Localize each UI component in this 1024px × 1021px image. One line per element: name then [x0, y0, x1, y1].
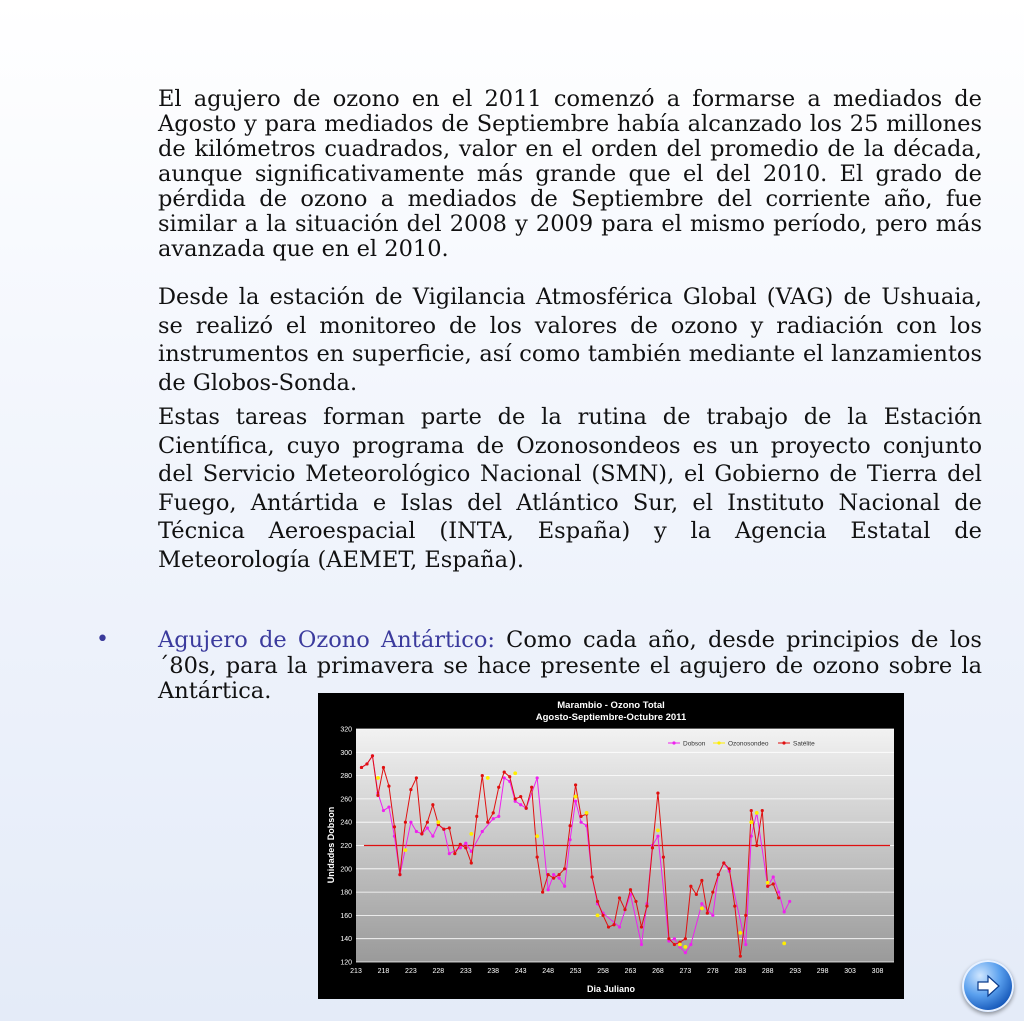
data-point-satelite: [360, 766, 363, 769]
data-point-satelite: [365, 762, 368, 765]
x-tick-label: 213: [350, 968, 362, 975]
data-point-dobson: [777, 891, 780, 894]
data-point-satelite: [695, 893, 698, 896]
x-tick-label: 263: [624, 968, 637, 975]
data-point-satelite: [376, 794, 379, 797]
x-tick-label: 243: [514, 968, 527, 975]
data-point-satelite: [711, 891, 714, 894]
data-point-ozonosondeo: [749, 820, 753, 824]
data-point-ozonosondeo: [469, 832, 473, 836]
data-point-ozonosondeo: [513, 771, 517, 775]
data-point-ozonosondeo: [755, 811, 759, 815]
data-point-ozonosondeo: [574, 795, 578, 799]
data-point-satelite: [442, 828, 445, 831]
data-point-satelite: [651, 846, 654, 849]
data-point-satelite: [459, 843, 462, 846]
data-point-satelite: [503, 771, 506, 774]
data-point-satelite: [514, 797, 517, 800]
x-tick-label: 253: [569, 968, 582, 975]
data-point-satelite: [563, 867, 566, 870]
legend-label: Satélite: [793, 740, 815, 748]
data-point-satelite: [755, 844, 758, 847]
chart-title: Marambio - Ozono Total: [557, 700, 665, 711]
data-point-satelite: [640, 925, 643, 928]
data-point-ozonosondeo: [436, 820, 440, 824]
data-point-satelite: [448, 826, 451, 829]
data-point-satelite: [744, 914, 747, 917]
data-point-satelite: [431, 803, 434, 806]
data-point-satelite: [607, 925, 610, 928]
data-point-satelite: [508, 775, 511, 778]
data-point-ozonosondeo: [782, 941, 786, 945]
data-point-dobson: [519, 803, 522, 806]
x-tick-label: 298: [816, 968, 829, 975]
data-point-satelite: [481, 774, 484, 777]
data-point-satelite: [601, 914, 604, 917]
data-point-dobson: [574, 800, 577, 803]
data-point-dobson: [700, 902, 703, 905]
data-point-satelite: [700, 879, 703, 882]
data-point-dobson: [783, 910, 786, 913]
data-point-dobson: [426, 826, 429, 829]
x-tick-label: 308: [871, 968, 884, 975]
y-tick-label: 180: [340, 889, 352, 897]
data-point-dobson: [563, 885, 566, 888]
data-point-satelite: [689, 885, 692, 888]
y-tick-label: 140: [340, 936, 352, 944]
data-point-dobson: [673, 937, 676, 940]
data-point-dobson: [415, 830, 418, 833]
y-tick-label: 160: [340, 912, 352, 920]
data-point-dobson: [618, 925, 621, 928]
data-point-dobson: [497, 815, 500, 818]
y-tick-label: 320: [340, 726, 352, 734]
data-point-satelite: [530, 786, 533, 789]
x-tick-label: 238: [487, 968, 500, 975]
arrow-right-icon: [973, 971, 1003, 1001]
bullet-body: Como cada año, desde principios de los ´80s, para la primavera se hace presente el agujero de ozono sobre la Antártica.: [158, 627, 982, 704]
paragraph-vag-ushuaia: Desde la estación de Vigilancia Atmosférica Global (VAG) de Ushuaia, se realizó el monitoreo de los valores de ozono y radiación con los instrumentos en superficie, así como también mediante el lanzamientos de Globos-Sonda.: [158, 284, 982, 396]
legend-marker: [717, 741, 720, 744]
data-point-satelite: [552, 877, 555, 880]
data-point-ozonosondeo: [738, 931, 742, 935]
y-tick-label: 240: [340, 819, 352, 827]
x-tick-label: 288: [761, 968, 774, 975]
data-point-dobson: [788, 900, 791, 903]
data-point-satelite: [409, 788, 412, 791]
chart-subtitle: Agosto-Septiembre-Octubre 2011: [535, 712, 687, 723]
data-point-satelite: [382, 766, 385, 769]
data-point-ozonosondeo: [766, 881, 770, 885]
data-point-satelite: [579, 815, 582, 818]
y-tick-label: 220: [340, 843, 352, 850]
data-point-satelite: [486, 821, 489, 824]
data-point-satelite: [673, 943, 676, 946]
next-slide-button[interactable]: [962, 960, 1014, 1012]
legend-marker: [782, 741, 785, 744]
data-point-satelite: [558, 873, 561, 876]
x-tick-label: 268: [652, 968, 664, 975]
x-tick-label: 218: [377, 968, 390, 975]
data-point-satelite: [519, 795, 522, 798]
legend-marker: [672, 741, 675, 744]
data-point-satelite: [728, 867, 731, 870]
legend-label: Dobson: [683, 740, 706, 748]
data-point-ozonosondeo: [376, 776, 380, 780]
data-point-satelite: [470, 861, 473, 864]
data-point-dobson: [744, 943, 747, 946]
data-point-dobson: [464, 842, 467, 845]
legend-label: Ozonosondeo: [728, 740, 769, 748]
x-tick-label: 283: [734, 968, 747, 975]
y-tick-label: 120: [340, 959, 352, 967]
data-point-satelite: [772, 882, 775, 885]
data-point-dobson: [579, 821, 582, 824]
data-point-satelite: [525, 807, 528, 810]
data-point-satelite: [426, 821, 429, 824]
data-point-ozonosondeo: [596, 914, 600, 918]
data-point-satelite: [404, 821, 407, 824]
data-point-satelite: [717, 873, 720, 876]
y-tick-label: 200: [340, 866, 352, 874]
data-point-dobson: [656, 835, 659, 838]
data-point-satelite: [569, 824, 572, 827]
x-tick-label: 273: [679, 968, 692, 975]
x-tick-label: 293: [789, 968, 802, 975]
data-point-satelite: [645, 904, 648, 907]
data-point-satelite: [739, 955, 742, 958]
paragraph-ozone-hole-2011: El agujero de ozono en el 2011 comenzó a formarse a mediados de Agosto y para mediados de Septiembre había alcanzado los 25 millones de kilómetros cuadrados, valor en el orden del promedio de la década, aunque significativamente más grande que el del 2010. El grado de pérdida de ozono a mediados de Septiembre del corriente año, fue similar a la situación del 2008 y 2009 para el mismo período, pero más avanzada que en el 2010.: [158, 86, 982, 262]
data-point-dobson: [552, 873, 555, 876]
data-point-dobson: [772, 875, 775, 878]
x-tick-label: 223: [405, 968, 417, 975]
data-point-dobson: [569, 838, 572, 841]
data-point-satelite: [722, 861, 725, 864]
data-point-satelite: [629, 888, 632, 891]
data-point-ozonosondeo: [656, 828, 660, 832]
data-point-dobson: [492, 817, 495, 820]
data-point-dobson: [382, 809, 385, 812]
data-point-satelite: [371, 754, 374, 757]
data-point-ozonosondeo: [700, 907, 704, 911]
data-point-satelite: [464, 846, 467, 849]
data-point-satelite: [667, 937, 670, 940]
data-point-satelite: [706, 911, 709, 914]
data-point-dobson: [409, 821, 412, 824]
data-point-satelite: [475, 815, 478, 818]
data-point-dobson: [448, 852, 451, 855]
data-point-satelite: [453, 852, 456, 855]
data-point-dobson: [536, 776, 539, 779]
data-point-satelite: [761, 809, 764, 812]
data-point-dobson: [684, 951, 687, 954]
data-point-ozonosondeo: [535, 834, 539, 838]
x-tick-label: 228: [432, 968, 445, 975]
x-tick-label: 278: [706, 968, 719, 975]
data-point-satelite: [766, 885, 769, 888]
data-point-satelite: [398, 873, 401, 876]
data-point-satelite: [415, 776, 418, 779]
data-point-dobson: [640, 943, 643, 946]
x-tick-label: 248: [542, 968, 554, 975]
data-point-satelite: [497, 786, 500, 789]
data-point-satelite: [596, 900, 599, 903]
data-point-ozonosondeo: [404, 848, 408, 852]
data-point-satelite: [623, 908, 626, 911]
data-point-ozonosondeo: [683, 945, 687, 949]
data-point-dobson: [431, 835, 434, 838]
data-point-dobson: [547, 888, 550, 891]
data-point-satelite: [777, 896, 780, 899]
data-point-satelite: [618, 896, 621, 899]
data-point-ozonosondeo: [678, 943, 682, 947]
data-point-dobson: [503, 776, 506, 779]
x-axis-label: Dia Juliano: [586, 984, 636, 994]
data-point-satelite: [541, 891, 544, 894]
data-point-dobson: [481, 830, 484, 833]
x-tick-label: 233: [459, 968, 472, 975]
data-point-ozonosondeo: [486, 776, 490, 780]
paragraph-ozonosondeos-program: Estas tareas forman parte de la rutina de trabajo de la Estación Científica, cuyo programa de Ozonosondeos es un proyecto conjunto del Servicio Meteorológico Nacional (SMN), el Gobierno de Tierra del Fuego, Antártida e Islas del Atlántico Sur, el Instituto Nacional de Técnica Aeroespacial (INTA, España) y la Agencia Estatal de Meteorología (AEMET, España).: [158, 404, 982, 573]
data-point-dobson: [558, 877, 561, 880]
data-point-satelite: [733, 904, 736, 907]
data-point-satelite: [536, 856, 539, 859]
data-point-satelite: [393, 825, 396, 828]
data-point-ozonosondeo: [585, 811, 589, 815]
data-point-dobson: [689, 943, 692, 946]
y-tick-label: 280: [340, 773, 352, 781]
data-point-satelite: [574, 783, 577, 786]
data-point-satelite: [656, 791, 659, 794]
data-point-satelite: [750, 809, 753, 812]
data-point-dobson: [711, 914, 714, 917]
data-point-satelite: [662, 856, 665, 859]
bullet-marker: •: [96, 627, 109, 652]
bullet-heading: Agujero de Ozono Antártico:: [158, 627, 495, 653]
y-axis-label: Unidades Dobson: [326, 806, 336, 884]
data-point-satelite: [420, 832, 423, 835]
data-point-satelite: [612, 923, 615, 926]
data-point-satelite: [387, 784, 390, 787]
ozone-chart: [318, 693, 904, 999]
y-tick-label: 260: [340, 796, 352, 804]
x-tick-label: 303: [844, 968, 856, 975]
data-point-satelite: [684, 937, 687, 940]
x-tick-label: 258: [597, 968, 609, 975]
data-point-satelite: [590, 875, 593, 878]
y-tick-label: 300: [340, 749, 352, 757]
data-point-satelite: [547, 873, 550, 876]
data-point-satelite: [492, 811, 495, 814]
data-point-dobson: [387, 805, 390, 808]
data-point-satelite: [634, 900, 637, 903]
